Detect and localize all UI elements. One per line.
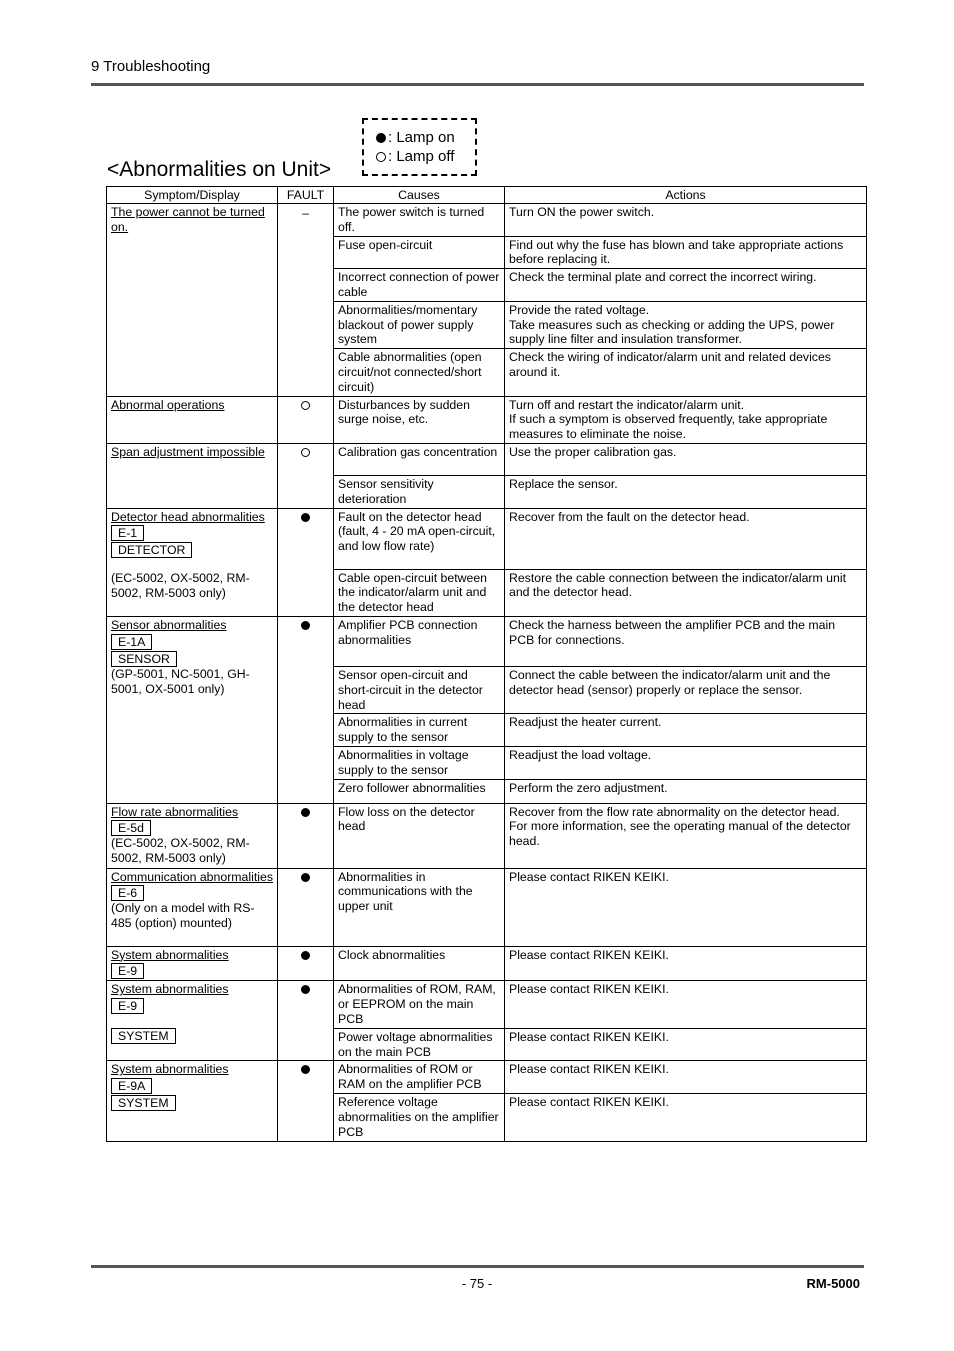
- lamp-off-icon: [376, 152, 386, 162]
- cause-cell: Reference voltage abnormalities on the amplifier PCB: [334, 1094, 505, 1141]
- cause-cell: Clock abnormalities: [334, 946, 505, 981]
- cause-cell: Abnormalities of ROM, RAM, or EEPROM on the main PCB: [334, 981, 505, 1028]
- model-note: (EC-5002, OX-5002, RM-5002, RM-5003 only): [111, 571, 250, 601]
- symptom-label: Span adjustment impossible: [111, 444, 265, 459]
- display-code: E-1: [111, 525, 144, 541]
- display-code-line: [111, 634, 273, 650]
- column-header: FAULT: [278, 187, 334, 204]
- symptom-label: Flow rate abnormalities: [111, 804, 239, 819]
- display-code: SYSTEM: [111, 1095, 176, 1111]
- table-row: [107, 616, 867, 666]
- cause-cell: Amplifier PCB connection abnormalities: [334, 616, 505, 666]
- footer-rule: [91, 1265, 864, 1268]
- lamp-off-icon: [301, 401, 310, 410]
- cause-cell: Calibration gas concentration: [334, 443, 505, 475]
- symptom-cell: [107, 204, 278, 397]
- cause-cell: The power switch is turned off.: [334, 204, 505, 237]
- cause-cell: Abnormalities in current supply to the sensor: [334, 714, 505, 747]
- column-header: Actions: [505, 187, 867, 204]
- fault-cell: [278, 508, 334, 616]
- cause-cell: Fuse open-circuit: [334, 236, 505, 269]
- cause-cell: Abnormalities/momentary blackout of power supply system: [334, 301, 505, 348]
- action-cell: Restore the cable connection between the indicator/alarm unit and the detector head.: [505, 569, 867, 616]
- fault-cell: [278, 443, 334, 508]
- fault-text: –: [302, 206, 309, 220]
- symptom-cell: [107, 616, 278, 803]
- cause-cell: Cable open-circuit between the indicator/alarm unit and the detector head: [334, 569, 505, 616]
- cause-cell: Zero follower abnormalities: [334, 779, 505, 803]
- display-code: SENSOR: [111, 651, 177, 667]
- action-cell: Please contact RIKEN KEIKI.: [505, 946, 867, 981]
- spacer: [111, 1014, 273, 1027]
- cause-cell: Fault on the detector head (fault, 4 - 20 mA open-circuit, and low flow rate): [334, 508, 505, 569]
- cause-cell: Sensor sensitivity deterioration: [334, 475, 505, 508]
- table-row: [107, 803, 867, 868]
- action-cell: Find out why the fuse has blown and take appropriate actions before replacing it.: [505, 236, 867, 269]
- abnormalities-table: [106, 186, 867, 1142]
- symptom-label: Communication abnormalities: [111, 869, 273, 884]
- symptom-cell: [107, 803, 278, 868]
- symptom-label: Abnormal operations: [111, 397, 225, 412]
- symptom-cell: [107, 1061, 278, 1141]
- action-cell: Replace the sensor.: [505, 475, 867, 508]
- action-cell: Connect the cable between the indicator/alarm unit and the detector head (sensor) properly or replace the sensor.: [505, 666, 867, 713]
- table-row: [107, 981, 867, 1028]
- display-code-line: [111, 963, 273, 979]
- action-cell: Turn ON the power switch.: [505, 204, 867, 237]
- model-note: (EC-5002, OX-5002, RM-5002, RM-5003 only): [111, 836, 250, 866]
- lamp-legend: [362, 118, 477, 176]
- display-code-line: [111, 1095, 273, 1111]
- symptom-cell: [107, 868, 278, 946]
- fault-cell: [278, 616, 334, 803]
- lamp-on-icon: [301, 513, 310, 522]
- table-row: [107, 508, 867, 569]
- fault-cell: [278, 981, 334, 1061]
- page-title: <Abnormalities on Unit>: [107, 158, 332, 181]
- table-row: [107, 946, 867, 981]
- fault-cell: [278, 803, 334, 868]
- display-code: E-5d: [111, 820, 151, 836]
- action-cell: Turn off and restart the indicator/alarm unit. If such a symptom is observed frequently, take appropriate measures to eliminate the noise.: [505, 396, 867, 443]
- action-cell: Check the terminal plate and correct the incorrect wiring.: [505, 269, 867, 302]
- action-cell: Please contact RIKEN KEIKI.: [505, 868, 867, 946]
- action-cell: Provide the rated voltage. Take measures such as checking or adding the UPS, power supply line filter and insulation transformer.: [505, 301, 867, 348]
- column-header: Causes: [334, 187, 505, 204]
- display-code: E-6: [111, 885, 144, 901]
- action-cell: Check the wiring of indicator/alarm unit and related devices around it.: [505, 349, 867, 396]
- model-name: RM-5000: [806, 1276, 860, 1291]
- display-code: E-1A: [111, 634, 152, 650]
- lamp-on-icon: [301, 808, 310, 817]
- symptom-label: System abnormalities: [111, 982, 229, 997]
- fault-cell: [278, 868, 334, 946]
- symptom-cell: [107, 443, 278, 508]
- action-cell: Recover from the flow rate abnormality on the detector head. For more information, see the operating manual of the detector head.: [505, 803, 867, 868]
- table-row: [107, 1061, 867, 1094]
- spacer: [111, 558, 273, 571]
- page-number: - 75 -: [461, 1276, 493, 1291]
- display-code-line: [111, 542, 273, 558]
- fault-cell: [278, 946, 334, 981]
- lamp-off-icon: [301, 448, 310, 457]
- table-row: [107, 204, 867, 237]
- action-cell: Readjust the heater current.: [505, 714, 867, 747]
- display-code-line: [111, 1078, 273, 1094]
- column-header: Symptom/Display: [107, 187, 278, 204]
- display-code-line: [111, 998, 273, 1014]
- cause-cell: Abnormalities of ROM or RAM on the amplifier PCB: [334, 1061, 505, 1094]
- cause-cell: Power voltage abnormalities on the main PCB: [334, 1028, 505, 1061]
- symptom-label: System abnormalities: [111, 947, 229, 962]
- table-body: [107, 204, 867, 1142]
- lamp-on-icon: [301, 951, 310, 960]
- table-header-row: [107, 187, 867, 204]
- action-cell: Please contact RIKEN KEIKI.: [505, 981, 867, 1028]
- action-cell: Please contact RIKEN KEIKI.: [505, 1028, 867, 1061]
- display-code: E-9A: [111, 1078, 152, 1094]
- symptom-label: Sensor abnormalities: [111, 617, 227, 632]
- model-note: (Only on a model with RS-485 (option) mounted): [111, 901, 255, 931]
- lamp-on-icon: [376, 133, 386, 143]
- display-code-line: [111, 651, 273, 667]
- display-code-line: [111, 1028, 273, 1044]
- cause-cell: Abnormalities in communications with the upper unit: [334, 868, 505, 946]
- symptom-cell: [107, 981, 278, 1061]
- display-code-line: [111, 885, 273, 901]
- model-note: (GP-5001, NC-5001, GH-5001, OX-5001 only): [111, 666, 250, 696]
- cause-cell: Disturbances by sudden surge noise, etc.: [334, 396, 505, 443]
- symptom-cell: [107, 508, 278, 616]
- symptom-label: Detector head abnormalities: [111, 509, 265, 524]
- action-cell: Please contact RIKEN KEIKI.: [505, 1094, 867, 1141]
- cause-cell: Abnormalities in voltage supply to the sensor: [334, 746, 505, 779]
- legend-on-label: : Lamp on: [388, 129, 455, 146]
- display-code-line: [111, 525, 273, 541]
- display-code: E-9: [111, 998, 144, 1014]
- action-cell: Perform the zero adjustment.: [505, 779, 867, 803]
- fault-cell: [278, 396, 334, 443]
- legend-off-label: : Lamp off: [388, 148, 455, 165]
- fault-cell: [278, 204, 334, 397]
- table-row: [107, 396, 867, 443]
- action-cell: Use the proper calibration gas.: [505, 443, 867, 475]
- cause-cell: Cable abnormalities (open circuit/not connected/short circuit): [334, 349, 505, 396]
- lamp-on-icon: [301, 1065, 310, 1074]
- lamp-on-icon: [301, 985, 310, 994]
- symptom-label: The power cannot be turned on.: [111, 205, 265, 234]
- fault-cell: [278, 1061, 334, 1141]
- cause-cell: Flow loss on the detector head: [334, 803, 505, 868]
- action-cell: Please contact RIKEN KEIKI.: [505, 1061, 867, 1094]
- lamp-on-icon: [301, 621, 310, 630]
- table-row: [107, 443, 867, 475]
- cause-cell: Sensor open-circuit and short-circuit in the detector head: [334, 666, 505, 713]
- display-code: SYSTEM: [111, 1028, 176, 1044]
- symptom-cell: [107, 946, 278, 981]
- lamp-on-icon: [301, 873, 310, 882]
- display-code-line: [111, 820, 273, 836]
- display-code: E-9: [111, 963, 144, 979]
- symptom-label: System abnormalities: [111, 1062, 229, 1077]
- table-row: [107, 868, 867, 946]
- action-cell: Readjust the load voltage.: [505, 746, 867, 779]
- action-cell: Recover from the fault on the detector head.: [505, 508, 867, 569]
- display-code: DETECTOR: [111, 542, 192, 558]
- header-rule: [91, 83, 864, 86]
- action-cell: Check the harness between the amplifier PCB and the main PCB for connections.: [505, 616, 867, 666]
- symptom-cell: [107, 396, 278, 443]
- cause-cell: Incorrect connection of power cable: [334, 269, 505, 302]
- section-header: 9 Troubleshooting: [91, 58, 211, 75]
